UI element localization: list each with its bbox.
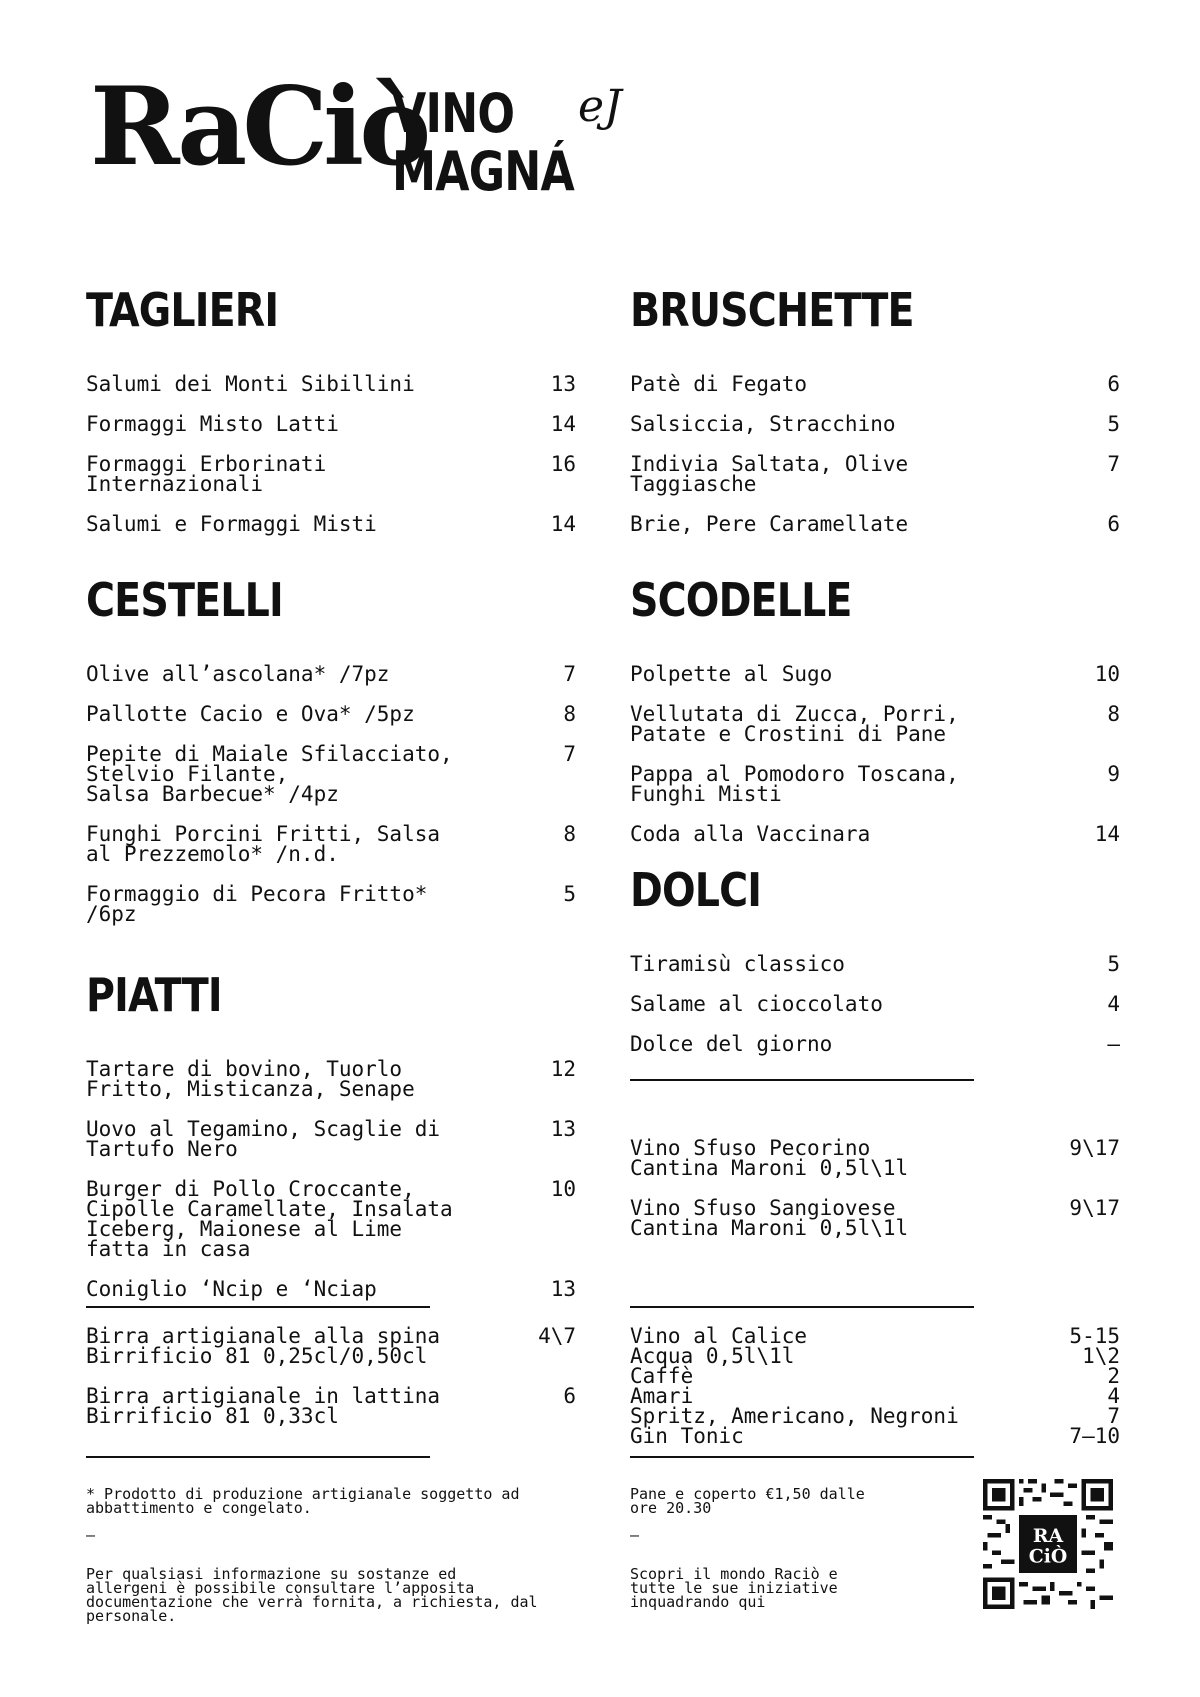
item-name: Acqua 0,5l\1l xyxy=(630,1344,795,1368)
logo-et: eJ xyxy=(578,81,622,132)
list-item xyxy=(86,744,576,804)
item-name: Amari xyxy=(630,1384,694,1408)
item-price: 14 xyxy=(1094,822,1120,846)
item-price: 7 xyxy=(1107,1404,1120,1428)
item-name: Patè di Fegato xyxy=(630,372,808,396)
item-price: 9 xyxy=(1107,762,1120,786)
section-scodelle xyxy=(630,572,1120,864)
item-name: Formaggio di Pecora Fritto* /6pz xyxy=(86,882,428,926)
item-name: Vino Sfuso Sangiovese Cantina Maroni 0,5l\1l xyxy=(630,1196,909,1240)
item-price: 4 xyxy=(1107,992,1120,1016)
list-item xyxy=(630,1386,1120,1406)
piatti-list xyxy=(86,1059,576,1299)
list-item xyxy=(86,374,576,394)
scodelle-list xyxy=(630,664,1120,844)
list-item xyxy=(630,994,1120,1014)
item-name: Burger di Pollo Croccante, Cipolle Caramellate, Insalata Iceberg, Maionese al Lime fatta in casa xyxy=(86,1177,453,1261)
item-price: 8 xyxy=(563,702,576,726)
item-name: Salsiccia, Stracchino xyxy=(630,412,896,436)
item-name: Salumi dei Monti Sibillini xyxy=(86,372,415,396)
item-price: 7 xyxy=(563,742,576,766)
section-title: TAGLIERI xyxy=(86,283,279,337)
item-name: Formaggi Misto Latti xyxy=(86,412,339,436)
item-price: 9\17 xyxy=(1069,1136,1120,1160)
dolci-list xyxy=(630,954,1120,1054)
section-cestelli xyxy=(86,572,576,944)
logo xyxy=(90,45,622,205)
list-item xyxy=(630,1366,1120,1386)
item-price: 2 xyxy=(1107,1364,1120,1388)
list-item xyxy=(630,1426,1120,1446)
logo-magna: MAGNÁ xyxy=(392,140,574,203)
list-item xyxy=(630,1406,1120,1426)
item-price: 7–10 xyxy=(1069,1424,1120,1448)
item-name: Pepite di Maiale Sfilacciato, Stelvio Filante, Salsa Barbecue* /4pz xyxy=(86,742,453,806)
list-item xyxy=(86,824,576,864)
vini-list xyxy=(630,1138,1120,1258)
divider xyxy=(630,1306,974,1308)
item-price: 4\7 xyxy=(538,1324,576,1348)
item-price: 7 xyxy=(563,662,576,686)
item-price: – xyxy=(1107,1032,1120,1056)
qr-logo-text: CiÒ xyxy=(1028,1545,1068,1568)
section-bruschette xyxy=(630,282,1120,554)
separator-dash: – xyxy=(86,1526,96,1544)
list-item xyxy=(630,414,1120,434)
item-price: 6 xyxy=(1107,372,1120,396)
list-item xyxy=(630,1326,1120,1346)
separator-dash: – xyxy=(630,1526,640,1544)
divider xyxy=(86,1306,430,1308)
list-item xyxy=(630,454,1120,494)
list-item xyxy=(630,1034,1120,1054)
item-price: 8 xyxy=(1107,702,1120,726)
item-price: 6 xyxy=(563,1384,576,1408)
item-price: 6 xyxy=(1107,512,1120,536)
item-price: 5 xyxy=(1107,952,1120,976)
item-price: 5 xyxy=(563,882,576,906)
list-item xyxy=(630,374,1120,394)
list-item xyxy=(86,664,576,684)
item-price: 13 xyxy=(550,1277,576,1301)
item-name: Coda alla Vaccinara xyxy=(630,822,871,846)
item-name: Indivia Saltata, Olive Taggiasche xyxy=(630,452,909,496)
item-price: 14 xyxy=(550,512,576,536)
item-name: Polpette al Sugo xyxy=(630,662,833,686)
list-item xyxy=(630,514,1120,534)
cestelli-list xyxy=(86,664,576,924)
list-item xyxy=(630,1138,1120,1178)
item-price: 5 xyxy=(1107,412,1120,436)
qr-logo-text: RA xyxy=(1032,1524,1064,1547)
section-title: PIATTI xyxy=(86,968,222,1022)
allergen-info: Per qualsiasi informazione su sostanze ed allergeni è possibile consultare l’apposita documentazione che verrà fornita, a richiesta, dal personale. xyxy=(86,1565,538,1625)
item-price: 16 xyxy=(550,452,576,476)
section-title: DOLCI xyxy=(630,863,762,917)
list-item xyxy=(630,824,1120,844)
section-taglieri xyxy=(86,282,576,554)
list-item xyxy=(86,884,576,924)
divider xyxy=(630,1456,974,1458)
item-name: Salame al cioccolato xyxy=(630,992,883,1016)
list-item xyxy=(86,514,576,534)
item-name: Spritz, Americano, Negroni xyxy=(630,1404,959,1428)
list-item xyxy=(630,664,1120,684)
item-name: Salumi e Formaggi Misti xyxy=(86,512,377,536)
item-name: Olive all’ascolana* /7pz xyxy=(86,662,390,686)
logo-racio: RaCiò xyxy=(90,64,427,190)
section-dolci xyxy=(630,862,1120,1074)
item-price: 10 xyxy=(550,1177,576,1201)
item-name: Pappa al Pomodoro Toscana, Funghi Misti xyxy=(630,762,959,806)
item-name: Caffè xyxy=(630,1364,694,1388)
cover-charge-note: Pane e coperto €1,50 dalle ore 20.30 xyxy=(630,1485,865,1517)
item-price: 9\17 xyxy=(1069,1196,1120,1220)
item-name: Uovo al Tegamino, Scaglie di Tartufo Nero xyxy=(86,1117,441,1161)
list-item xyxy=(86,454,576,494)
qr-invite: Scopri il mondo Raciò e tutte le sue iniziative inquadrando qui xyxy=(630,1565,838,1611)
section-title: BRUSCHETTE xyxy=(630,283,914,337)
list-item xyxy=(630,954,1120,974)
list-item xyxy=(630,1346,1120,1366)
logo-vino: VINO xyxy=(392,82,515,145)
list-item xyxy=(86,704,576,724)
item-name: Brie, Pere Caramellate xyxy=(630,512,909,536)
item-name: Coniglio ‘Ncip e ‘Nciap xyxy=(86,1277,377,1301)
list-item xyxy=(86,1119,576,1159)
item-name: Pallotte Cacio e Ova* /5pz xyxy=(86,702,415,726)
allergen-note: * Prodotto di produzione artigianale soggetto ad abbattimento e congelato. xyxy=(86,1485,520,1517)
item-price: 8 xyxy=(563,822,576,846)
item-price: 12 xyxy=(550,1057,576,1081)
item-name: Tartare di bovino, Tuorlo Fritto, Misticanza, Senape xyxy=(86,1057,415,1101)
section-title: CESTELLI xyxy=(86,573,283,627)
item-name: Vellutata di Zucca, Porri, Patate e Crostini di Pane xyxy=(630,702,959,746)
list-item xyxy=(86,1326,576,1366)
item-price: 10 xyxy=(1094,662,1120,686)
taglieri-list xyxy=(86,374,576,534)
divider xyxy=(630,1079,974,1081)
qr-code[interactable] xyxy=(983,1479,1113,1609)
item-price: 7 xyxy=(1107,452,1120,476)
list-item xyxy=(630,704,1120,744)
list-item xyxy=(86,1059,576,1099)
item-name: Gin Tonic xyxy=(630,1424,744,1448)
item-name: Birra artigianale alla spina Birrificio 81 0,25cl/0,50cl xyxy=(86,1324,441,1368)
item-name: Vino Sfuso Pecorino Cantina Maroni 0,5l\1l xyxy=(630,1136,909,1180)
birre-list xyxy=(86,1326,576,1446)
list-item xyxy=(630,1198,1120,1238)
item-price: 5-15 xyxy=(1069,1324,1120,1348)
list-item xyxy=(86,1386,576,1426)
section-piatti xyxy=(86,967,576,1319)
item-name: Vino al Calice xyxy=(630,1324,808,1348)
item-name: Funghi Porcini Fritti, Salsa al Prezzemolo* /n.d. xyxy=(86,822,441,866)
drinks-list xyxy=(630,1326,1120,1446)
section-title: SCODELLE xyxy=(630,573,852,627)
item-price: 13 xyxy=(550,372,576,396)
item-name: Tiramisù classico xyxy=(630,952,845,976)
item-price: 4 xyxy=(1107,1384,1120,1408)
item-name: Formaggi Erborinati Internazionali xyxy=(86,452,327,496)
divider xyxy=(86,1456,430,1458)
item-price: 1\2 xyxy=(1082,1344,1120,1368)
list-item xyxy=(86,1279,576,1299)
bruschette-list xyxy=(630,374,1120,534)
list-item xyxy=(630,764,1120,804)
item-name: Dolce del giorno xyxy=(630,1032,833,1056)
item-price: 13 xyxy=(550,1117,576,1141)
list-item xyxy=(86,414,576,434)
list-item xyxy=(86,1179,576,1259)
item-price: 14 xyxy=(550,412,576,436)
item-name: Birra artigianale in lattina Birrificio 81 0,33cl xyxy=(86,1384,441,1428)
